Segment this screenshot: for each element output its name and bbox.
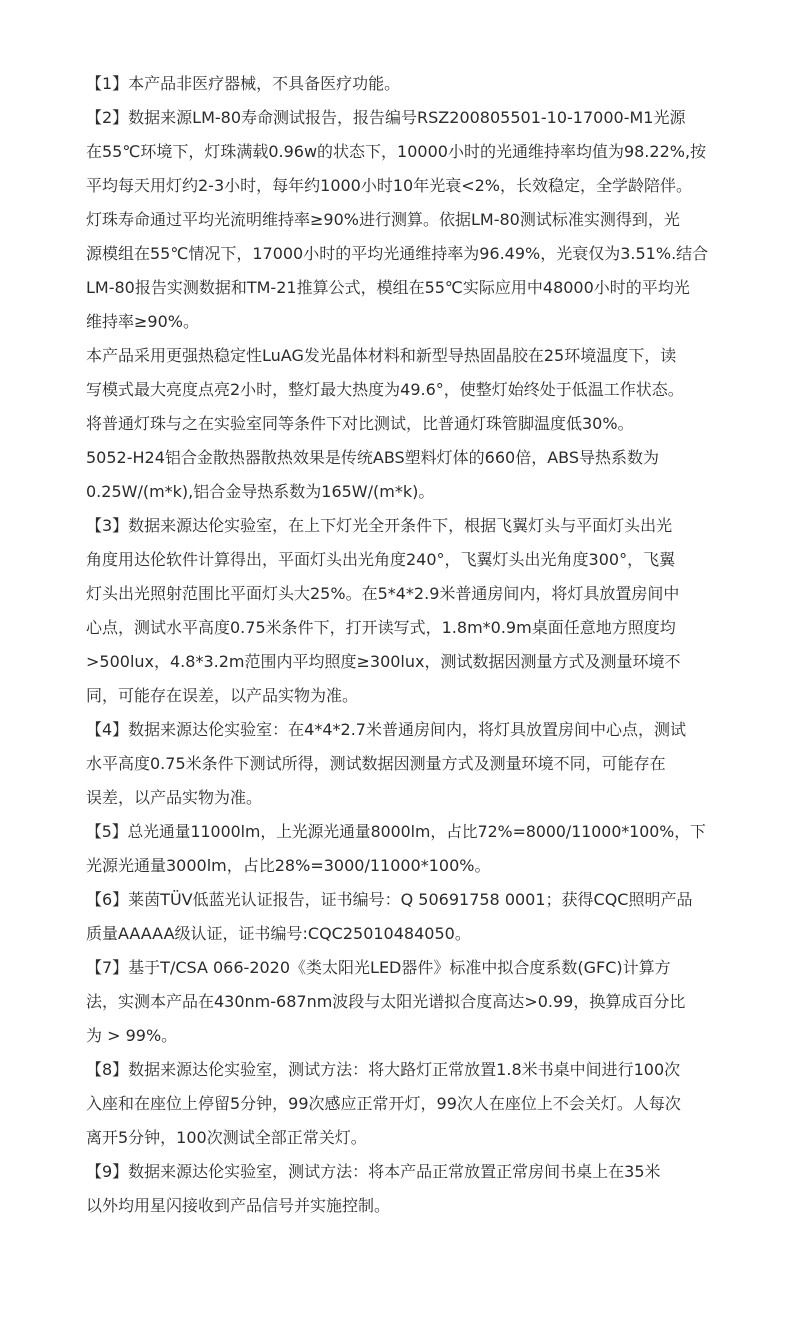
footnote-line: 【2】数据来源LM-80寿命测试报告，报告编号RSZ200805501-10-17000-M1光源 <box>86 108 686 127</box>
footnote-line: 【8】数据来源达伦实验室，测试方法：将大路灯正常放置1.8米书桌中间进行100次 <box>86 1060 681 1079</box>
footnote-line: 角度用达伦软件计算得出，平面灯头出光角度240°，飞翼灯头出光角度300°，飞翼 <box>86 550 676 569</box>
footnote-line: 【1】本产品非医疗器械，不具备医疗功能。 <box>86 74 401 93</box>
footnote-line: 入座和在座位上停留5分钟，99次感应正常开灯，99次人在座位上不会关灯。人每次 <box>86 1094 681 1113</box>
footnote-line: 【7】基于T/CSA 066-2020《类太阳光LED器件》标准中拟合度系数(GFC)计算方 <box>86 958 671 977</box>
footnote-line: 写模式最大亮度点亮2小时，整灯最大热度为49.6°，使整灯始终处于低温工作状态。 <box>86 380 684 399</box>
footnote-line: >500lux，4.8*3.2m范围内平均照度≥300lux，测试数据因测量方式及测量环境不 <box>86 652 681 671</box>
footnote-5 <box>86 815 712 883</box>
footnote-8 <box>86 1053 712 1155</box>
footnote-2 <box>86 101 712 509</box>
footnote-line: 以外均用星闪接收到产品信号并实施控制。 <box>86 1196 391 1215</box>
footnote-line: 误差，以产品实物为准。 <box>86 788 263 807</box>
footnote-line: 本产品采用更强热稳定性LuAG发光晶体材料和新型导热固晶胶在25环境温度下，读 <box>86 346 677 365</box>
footnote-line: 水平高度0.75米条件下测试所得，测试数据因测量方式及测量环境不同，可能存在 <box>86 754 666 773</box>
footnote-line: 同，可能存在误差，以产品实物为准。 <box>86 686 359 705</box>
footnote-1 <box>86 67 712 101</box>
footnote-line: 为 > 99%。 <box>86 1026 178 1045</box>
footnote-line: 【4】数据来源达伦实验室：在4*4*2.7米普通房间内，将灯具放置房间中心点，测试 <box>86 720 686 739</box>
footnote-4 <box>86 713 712 815</box>
footnote-line: 源模组在55℃情况下，17000小时的平均光通维持率为96.49%，光衰仅为3.51%.结合 <box>86 244 709 263</box>
footnote-line: 平均每天用灯约2-3小时，每年约1000小时10年光衰<2%，长效稳定，全学龄陪伴。 <box>86 176 693 195</box>
footnote-line: 光源光通量3000lm，占比28%=3000/11000*100%。 <box>86 856 491 875</box>
footnote-6 <box>86 883 712 951</box>
footnote-line: 【6】莱茵TÜV低蓝光认证报告，证书编号：Q 50691758 0001；获得CQC照明产品 <box>86 890 693 909</box>
footnote-9 <box>86 1155 712 1223</box>
footnote-list <box>86 67 712 1223</box>
footnote-line: 【9】数据来源达伦实验室，测试方法：将本产品正常放置正常房间书桌上在35米 <box>86 1162 661 1181</box>
footnote-line: 维持率≥90%。 <box>86 312 199 331</box>
footnote-line: 灯珠寿命通过平均光流明维持率≥90%进行测算。依据LM-80测试标准实测得到，光 <box>86 210 680 229</box>
footnote-line: LM-80报告实测数据和TM-21推算公式，模组在55℃实际应用中48000小时的平均光 <box>86 278 690 297</box>
footnote-line: 灯头出光照射范围比平面灯头大25%。在5*4*2.9米普通房间内，将灯具放置房间中 <box>86 584 680 603</box>
footnote-line: 将普通灯珠与之在实验室同等条件下对比测试，比普通灯珠管脚温度低30%。 <box>86 414 634 433</box>
footnote-line: 心点，测试水平高度0.75米条件下，打开读写式，1.8m*0.9m桌面任意地方照度均 <box>86 618 676 637</box>
footnote-line: 【3】数据来源达伦实验室，在上下灯光全开条件下，根据飞翼灯头与平面灯头出光 <box>86 516 673 535</box>
footnote-line: 离开5分钟，100次测试全部正常关灯。 <box>86 1128 367 1147</box>
footnote-line: 在55℃环境下，灯珠满载0.96w的状态下，10000小时的光通维持率均值为98.22%,按 <box>86 142 707 161</box>
footnote-3 <box>86 509 712 713</box>
footnote-line: 质量AAAAA级认证，证书编号:CQC25010484050。 <box>86 924 471 943</box>
footnote-line: 法，实测本产品在430nm-687nm波段与太阳光谱拟合度高达>0.99，换算成百分比 <box>86 992 686 1011</box>
footnote-line: 【5】总光通量11000lm，上光源光通量8000lm，占比72%=8000/11000*100%，下 <box>86 822 706 841</box>
footnote-7 <box>86 951 712 1053</box>
footnote-line: 5052-H24铝合金散热器散热效果是传统ABS塑料灯体的660倍，ABS导热系数为 <box>86 448 660 467</box>
footnote-line: 0.25W/(m*k),铝合金导热系数为165W/(m*k)。 <box>86 482 435 501</box>
